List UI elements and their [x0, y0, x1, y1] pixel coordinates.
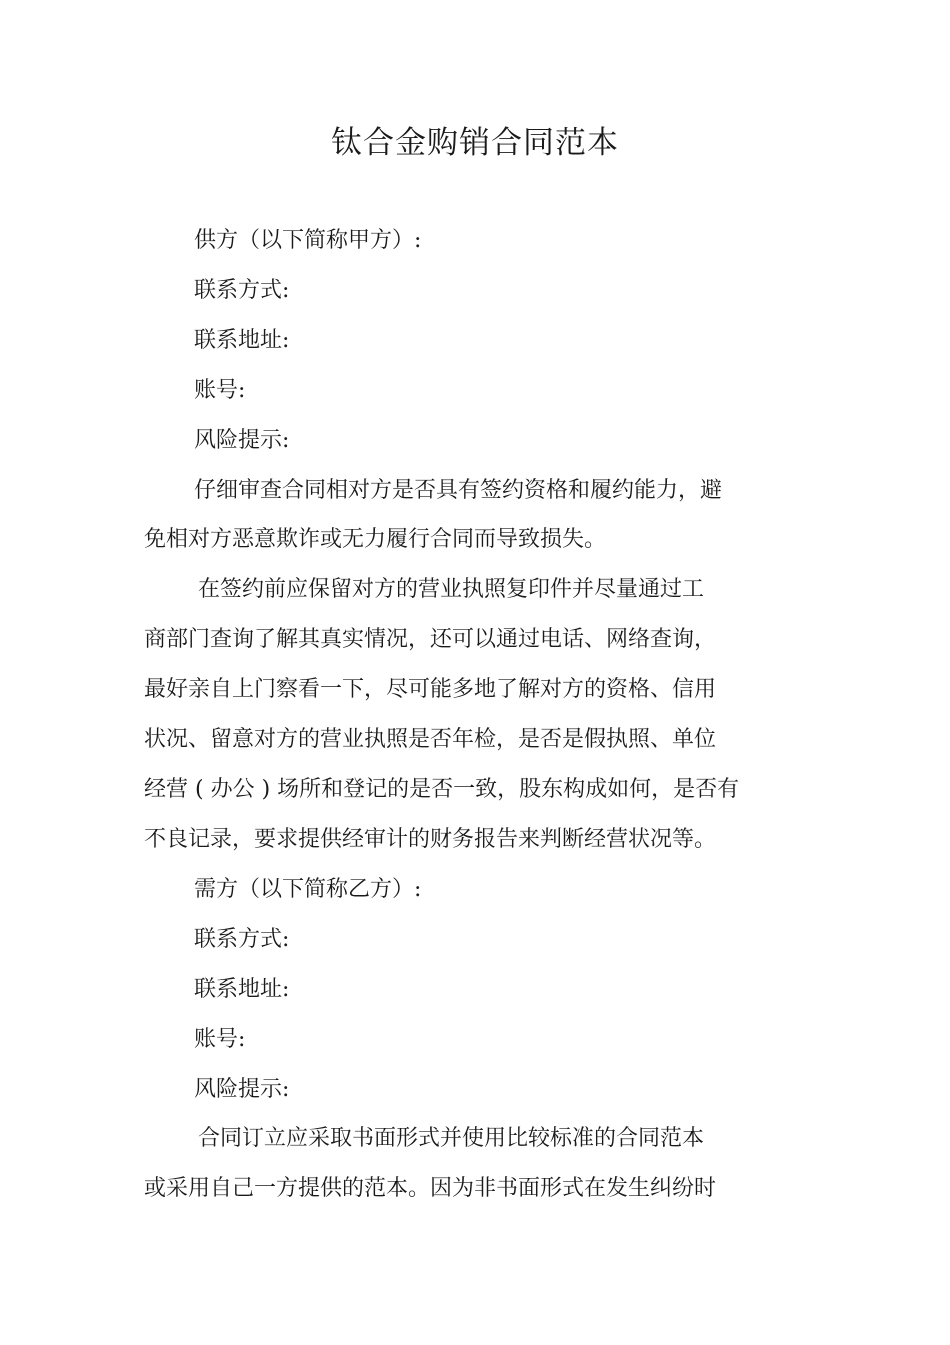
supplier-risk-paragraph-2-line: 经营 ( 办公 ) 场所和登记的是否一致，股东构成如何，是否有 — [144, 777, 740, 802]
document-title: 钛合金购销合同范本 — [331, 125, 619, 161]
buyer-heading: 需方（以下简称乙方）: — [194, 877, 422, 902]
buyer-contact-label: 联系方式: — [194, 927, 290, 952]
buyer-risk-paragraph-line: 或采用自己一方提供的范本。因为非书面形式在发生纠纷时 — [144, 1176, 717, 1201]
supplier-risk-paragraph-2-line: 商部门查询了解其真实情况，还可以通过电话、网络查询， — [144, 627, 717, 652]
supplier-risk-paragraph-1-line: 免相对方恶意欺诈或无力履行合同而导致损失。 — [144, 527, 607, 552]
supplier-heading: 供方（以下简称甲方）: — [194, 228, 422, 253]
supplier-contact-label: 联系方式: — [194, 278, 290, 303]
buyer-address-label: 联系地址: — [194, 977, 290, 1002]
buyer-risk-paragraph-line: 合同订立应采取书面形式并使用比较标准的合同范本 — [198, 1126, 705, 1151]
supplier-account-label: 账号: — [194, 378, 246, 403]
supplier-risk-paragraph-2-line: 最好亲自上门察看一下，尽可能多地了解对方的资格、信用 — [144, 677, 717, 702]
buyer-account-label: 账号: — [194, 1027, 246, 1052]
supplier-risk-paragraph-2-line: 状况、留意对方的营业执照是否年检，是否是假执照、单位 — [144, 727, 717, 752]
buyer-risk-heading: 风险提示: — [194, 1077, 290, 1102]
supplier-risk-paragraph-1-line: 仔细审查合同相对方是否具有签约资格和履约能力，避 — [194, 478, 723, 503]
supplier-risk-paragraph-2-line: 在签约前应保留对方的营业执照复印件并尽量通过工 — [198, 577, 705, 602]
supplier-address-label: 联系地址: — [194, 328, 290, 353]
supplier-risk-heading: 风险提示: — [194, 428, 290, 453]
supplier-risk-paragraph-2-line: 不良记录，要求提供经审计的财务报告来判断经营状况等。 — [144, 827, 717, 852]
